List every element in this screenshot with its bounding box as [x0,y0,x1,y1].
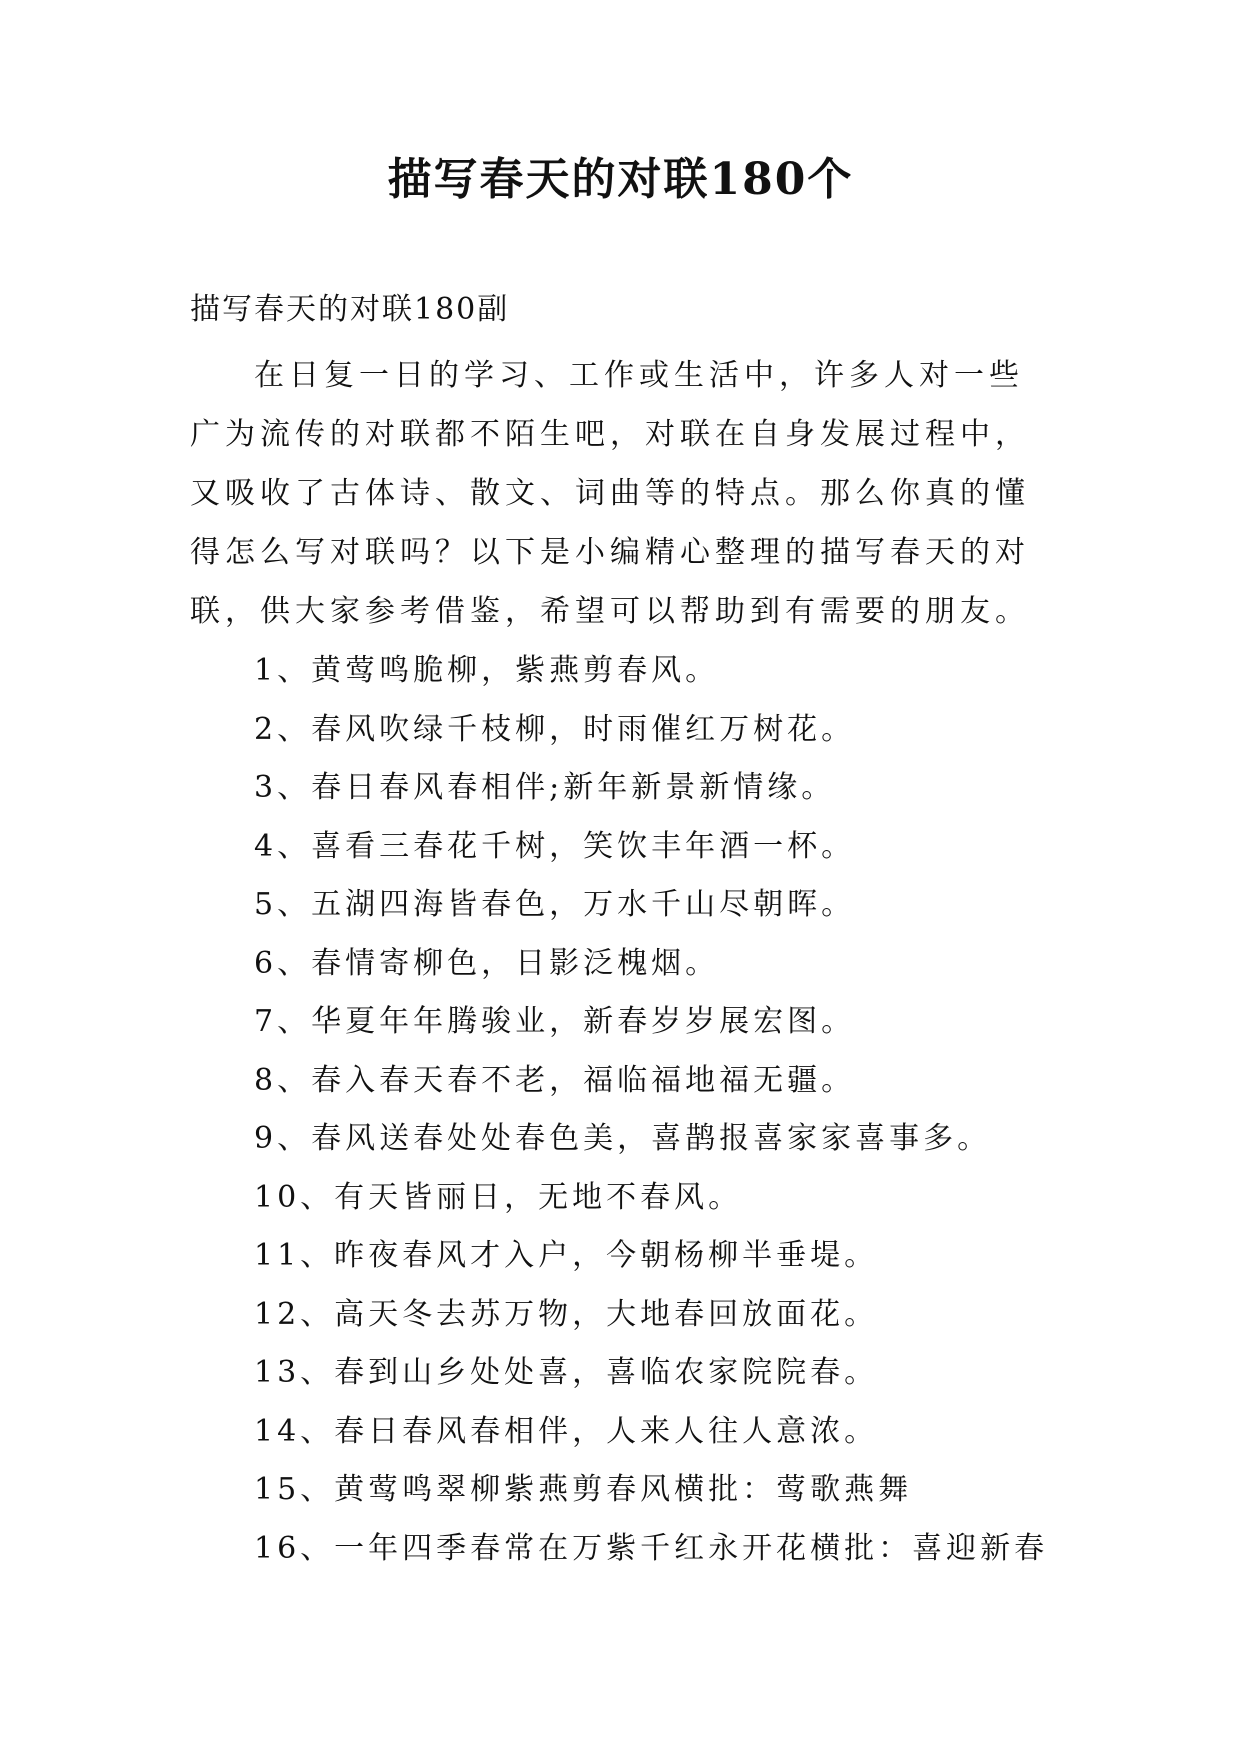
couplet-item: 15、黄莺鸣翠柳紫燕剪春风横批：莺歌燕舞 [254,1472,913,1507]
couplet-item: 16、一年四季春常在万紫千红永开花横批：喜迎新春 [254,1530,1049,1566]
couplet-item: 5、五湖四海皆春色，万水千山尽朝晖。 [254,887,856,922]
document-title: 描写春天的对联180个 [387,154,854,205]
couplet-item: 8、春入春天春不老，福临福地福无疆。 [254,1062,856,1098]
couplet-item: 14、春日春风春相伴，人来人往人意浓。 [254,1413,879,1449]
couplet-list [254,642,1048,1578]
couplet-item: 6、春情寄柳色，日影泛槐烟。 [254,945,720,981]
couplet-item: 12、高天冬去苏万物，大地春回放面花。 [254,1296,879,1332]
couplet-item: 10、有天皆丽日，无地不春风。 [254,1179,743,1215]
couplet-item: 3、春日春风春相伴;新年新景新情缘。 [254,770,836,805]
couplet-item: 11、昨夜春风才入户，今朝杨柳半垂堤。 [254,1238,879,1273]
document-subtitle: 描写春天的对联180副 [190,292,510,327]
couplet-item: 1、黄莺鸣脆柳，紫燕剪春风。 [254,653,720,688]
couplet-item: 13、春到山乡处处喜，喜临农家院院春。 [254,1355,879,1390]
couplet-item: 9、春风送春处处春色美，喜鹊报喜家家喜事多。 [254,1121,992,1156]
couplet-item: 7、华夏年年腾骏业，新春岁岁展宏图。 [254,1004,856,1039]
couplet-item: 2、春风吹绿千枝柳，时雨催红万树花。 [254,711,856,747]
intro-paragraph: 在日复一日的学习、工作或生活中，许多人对一些广为流传的对联都不陌生吧，对联在自身发展过程中，又吸收了古体诗、散文、词曲等的特点。那么你真的懂得怎么写对联吗？以下是小编精心整理的描写春天的对联，供大家参考借鉴，希望可以帮助到有需要的朋友。 [190,358,1030,629]
couplet-item: 4、喜看三春花千树，笑饮丰年酒一杯。 [254,828,856,864]
